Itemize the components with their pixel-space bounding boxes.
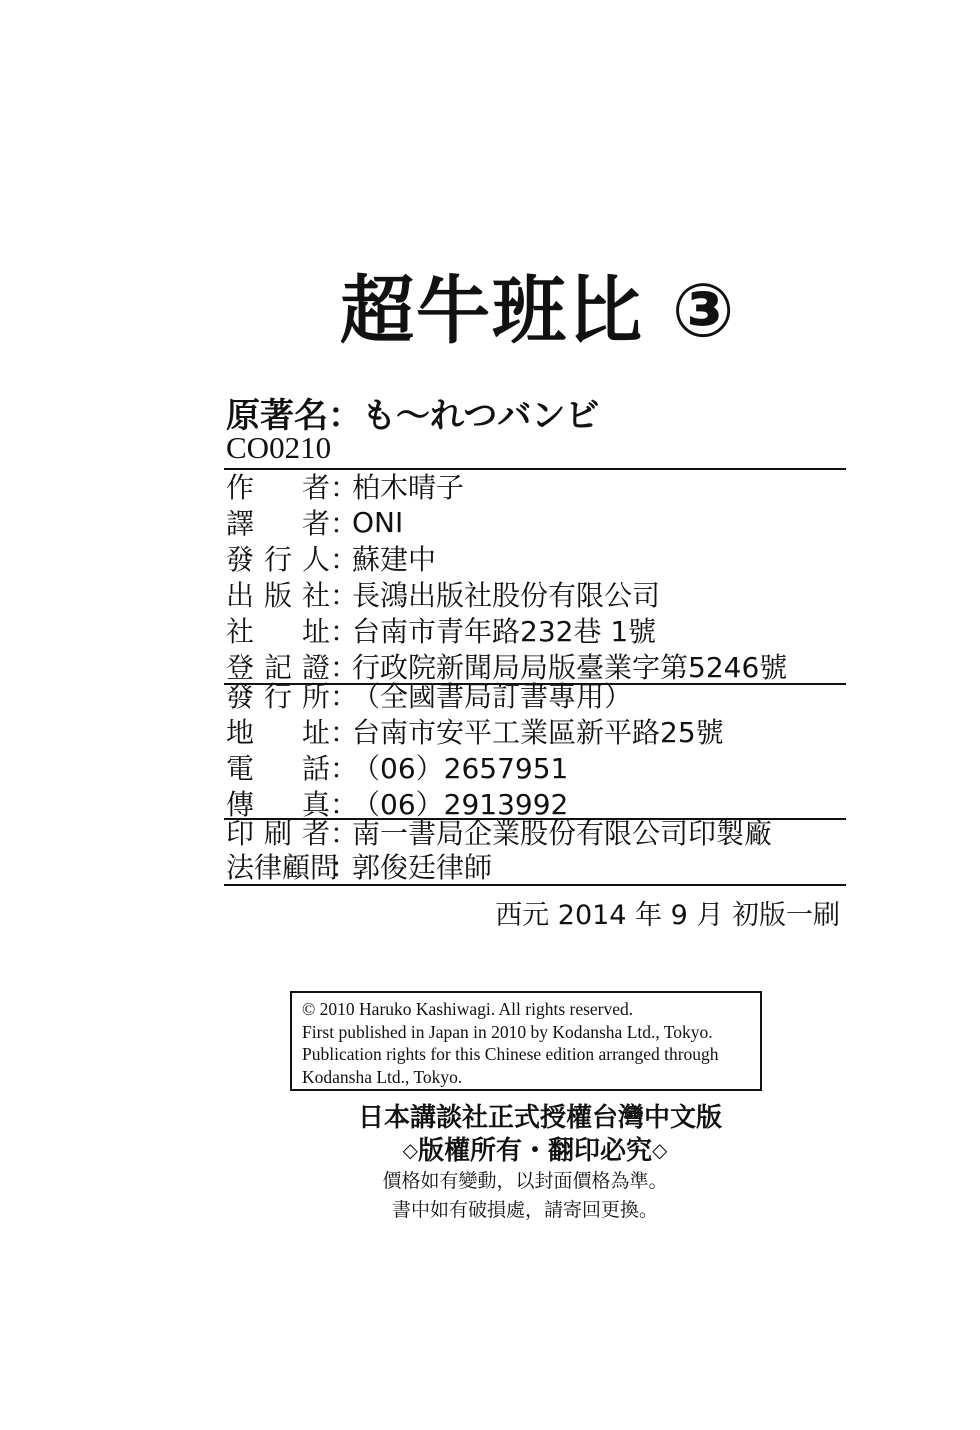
- info-label-char: 發: [226, 680, 255, 713]
- info-value: （06）2913992: [352, 788, 569, 821]
- info-row: [226, 675, 632, 715]
- rights-statement: [0, 1130, 980, 1167]
- info-label-char: 作: [226, 471, 255, 504]
- info-row: [226, 538, 436, 578]
- catalog-code: CO0210: [226, 430, 332, 465]
- info-row: [226, 502, 403, 542]
- info-value: 郭俊廷律師: [352, 851, 493, 884]
- info-separator: ：: [330, 788, 359, 821]
- info-label-char: 者: [301, 817, 330, 850]
- info-label-char: 發: [226, 543, 255, 576]
- info-label-char: 印: [226, 817, 255, 850]
- info-separator: ：: [330, 543, 359, 576]
- info-label-char: 譯: [226, 507, 255, 540]
- info-row: [226, 466, 464, 506]
- info-separator: ：: [330, 680, 359, 713]
- info-label-char: 地: [226, 716, 255, 749]
- info-separator: ：: [330, 615, 359, 648]
- info-separator: ：: [330, 651, 359, 684]
- info-label-char: 登: [226, 651, 255, 684]
- info-label: [226, 466, 330, 506]
- info-label: [226, 610, 330, 650]
- divider-bottom: [224, 884, 846, 886]
- info-label: [226, 747, 330, 787]
- diamond-icon: ◇: [402, 1138, 418, 1162]
- info-label-char: 版: [263, 579, 292, 612]
- damage-note: 書中如有破損處，請寄回更換。: [391, 1199, 658, 1221]
- info-value: 台南市青年路232巷 1號: [352, 615, 657, 648]
- info-value: 蘇建中: [352, 543, 437, 576]
- info-value: 南一書局企業股份有限公司印製廠: [352, 817, 773, 850]
- info-label-char: 出: [226, 579, 255, 612]
- info-label-char: 人: [301, 543, 330, 576]
- info-label: [226, 538, 330, 578]
- info-label: [226, 711, 330, 751]
- info-label-char: 法: [226, 851, 255, 884]
- info-value: 台南市安平工業區新平路25號: [352, 716, 724, 749]
- rights-text: 版權所有・翻印必究: [417, 1136, 652, 1166]
- info-label-char: 傳: [226, 788, 255, 821]
- info-separator: ：: [330, 817, 359, 850]
- info-label-char: 所: [301, 680, 330, 713]
- info-label-char: 話: [301, 752, 330, 785]
- original-title: 原著名：も〜れつバンビ: [226, 396, 600, 436]
- info-label-char: 社: [226, 615, 255, 648]
- info-label: [226, 502, 330, 542]
- license-statement: 日本講談社正式授權台灣中文版: [357, 1103, 722, 1133]
- copyright-line: © 2010 Haruko Kashiwagi. All rights reserved.: [302, 999, 634, 1019]
- copyright-box: [290, 991, 762, 1091]
- info-label-char: 真: [301, 788, 330, 821]
- info-label-char: 律: [254, 851, 283, 884]
- info-label: [226, 574, 330, 614]
- edition-date: 西元 2014 年 9 月 初版一刷: [495, 900, 840, 931]
- info-label-char: 者: [301, 507, 330, 540]
- info-label-char: 址: [301, 716, 330, 749]
- info-label: [226, 846, 339, 886]
- info-value: 長鴻出版社股份有限公司: [352, 579, 661, 612]
- book-title: 超牛班比 ③: [340, 268, 737, 354]
- info-row: [226, 747, 568, 787]
- info-label-char: 顧: [282, 851, 311, 884]
- info-separator: ：: [330, 752, 359, 785]
- info-label: [226, 675, 330, 715]
- info-label-char: 記: [263, 651, 292, 684]
- info-value: ONI: [352, 505, 404, 539]
- info-label-char: 址: [301, 615, 330, 648]
- info-label-char: 刷: [263, 817, 292, 850]
- info-separator: ：: [330, 471, 359, 504]
- info-row: [226, 610, 656, 650]
- info-separator: ：: [330, 507, 359, 540]
- info-label-char: 問: [310, 851, 339, 884]
- copyright-line: Kodansha Ltd., Tokyo.: [302, 1066, 463, 1087]
- info-value: （全國書局訂書專用）: [352, 680, 633, 713]
- info-label-char: 行: [263, 543, 292, 576]
- info-row: [226, 711, 724, 751]
- info-row: [226, 574, 660, 614]
- info-label-char: 社: [301, 579, 330, 612]
- info-value: （06）2657951: [352, 752, 569, 785]
- copyright-line: Publication rights for this Chinese edition arranged through: [302, 1044, 719, 1064]
- info-value: 柏木晴子: [352, 471, 465, 504]
- info-label-char: 行: [263, 680, 292, 713]
- info-row: [226, 846, 492, 886]
- info-separator: ：: [330, 716, 359, 749]
- price-note: 價格如有變動，以封面價格為準。: [382, 1170, 668, 1192]
- diamond-icon: ◇: [652, 1138, 668, 1162]
- info-separator: ：: [330, 851, 359, 884]
- info-label-char: 者: [301, 471, 330, 504]
- info-label-char: 證: [301, 651, 330, 684]
- info-label-char: 電: [226, 752, 255, 785]
- copyright-line: First published in Japan in 2010 by Kodansha Ltd., Tokyo.: [302, 1021, 713, 1042]
- info-separator: ：: [330, 579, 359, 612]
- info-value: 行政院新聞局局版臺業字第5246號: [352, 651, 788, 684]
